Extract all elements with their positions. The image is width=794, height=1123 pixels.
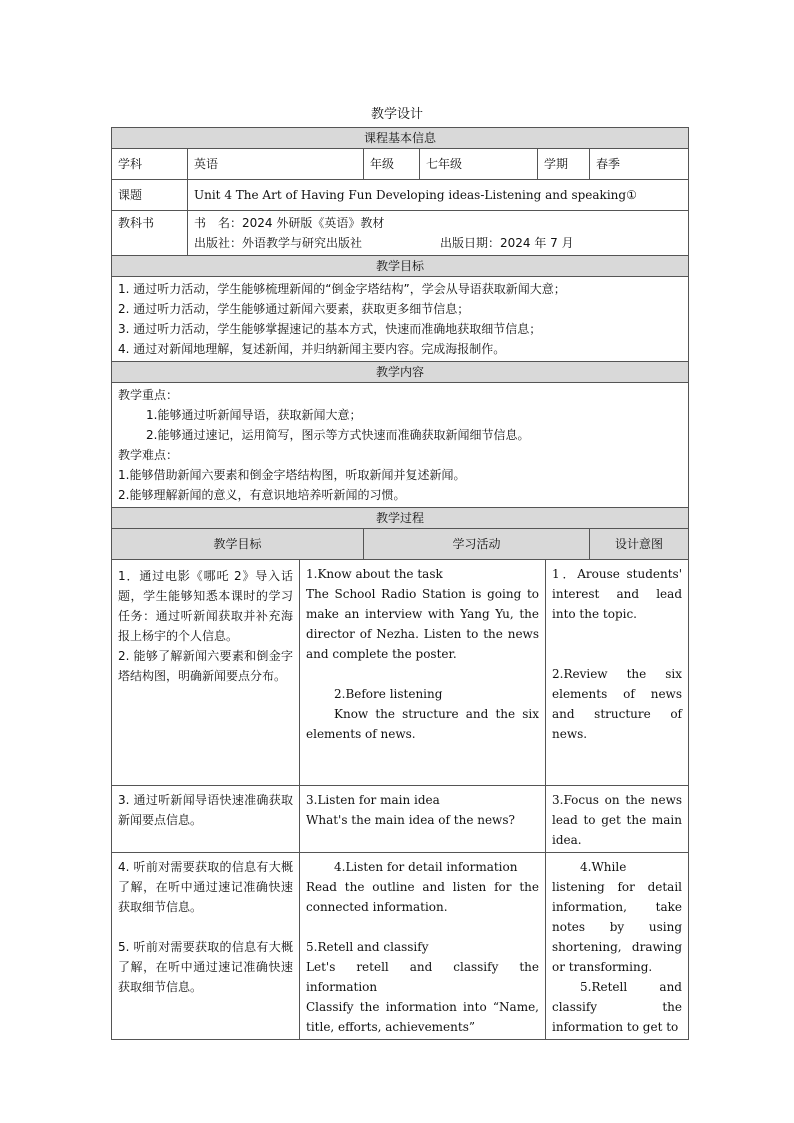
textbook-name: 书 名：2024 外研版《英语》教材 xyxy=(194,216,385,230)
process-goal xyxy=(112,786,300,853)
activity-title: 4.Listen for detail information xyxy=(334,860,518,874)
process-intent xyxy=(546,853,689,1040)
activity-body: Classify the information into “Name, title, efforts, achievements” xyxy=(306,1000,539,1034)
term-label: 学期 xyxy=(538,149,590,180)
objective-item: 4. 通过对新闻地理解，复述新闻，并归纳新闻主要内容。完成海报制作。 xyxy=(118,342,506,356)
process-activity xyxy=(300,786,546,853)
process-row xyxy=(112,853,689,1040)
grade-value: 七年级 xyxy=(420,149,538,180)
process-row xyxy=(112,560,689,786)
section-header-basic-info: 课程基本信息 xyxy=(112,128,689,149)
process-row xyxy=(112,786,689,853)
activity-body: What's the main idea of the news? xyxy=(306,813,515,827)
topic-label: 课题 xyxy=(112,180,188,211)
activity-title: 1.Know about the task xyxy=(306,567,443,581)
goal-item: 1．通过电影《哪吒 2》导入话题，学生能够知悉本课时的学习任务：通过听新闻获取并补充海报上杨宇的个人信息。 xyxy=(118,569,293,643)
key-point: 2.能够通过速记，运用简写，图示等方式快速而准确获取新闻细节信息。 xyxy=(146,428,530,442)
grade-label: 年级 xyxy=(364,149,420,180)
lesson-plan-table xyxy=(111,127,688,1040)
column-header-intent: 设计意图 xyxy=(590,529,689,560)
activity-body: Read the outline and listen for the connected information. xyxy=(306,880,539,914)
difficult-points-label: 教学难点： xyxy=(118,448,179,462)
intent-item: 3.Focus on the news lead to get the main idea. xyxy=(552,793,682,847)
activity-title: 5.Retell and classify xyxy=(306,940,429,954)
textbook-pub-date: 出版日期：2024 年 7 月 xyxy=(440,236,574,250)
goal-item: 2. 能够了解新闻六要素和倒金字塔结构图，明确新闻要点分布。 xyxy=(118,649,293,683)
section-header-objectives: 教学目标 xyxy=(112,256,689,277)
key-points-label: 教学重点： xyxy=(118,388,179,402)
objectives-list xyxy=(112,277,689,362)
key-point: 1.能够通过听新闻导语，获取新闻大意； xyxy=(146,408,362,422)
content-block xyxy=(112,383,689,508)
process-goal xyxy=(112,560,300,786)
process-intent xyxy=(546,560,689,786)
textbook-publisher: 出版社：外语教学与研究出版社 xyxy=(194,236,363,250)
intent-item: 4.While listening for detail information, take notes by using shortening, drawing or transforming. xyxy=(552,860,682,974)
textbook-label: 教科书 xyxy=(112,211,188,256)
document-title: 教学设计 xyxy=(370,107,423,122)
process-activity xyxy=(300,560,546,786)
intent-item: 1．Arouse students' interest and lead into the topic. xyxy=(552,567,682,621)
process-activity xyxy=(300,853,546,1040)
column-header-goal: 教学目标 xyxy=(112,529,364,560)
difficult-point: 2.能够理解新闻的意义，有意识地培养听新闻的习惯。 xyxy=(118,488,406,502)
topic-value: Unit 4 The Art of Having Fun Developing ideas-Listening and speaking① xyxy=(188,180,689,211)
goal-item: 3. 通过听新闻导语快速准确获取新闻要点信息。 xyxy=(118,793,293,827)
activity-body: Let's retell and classify the information xyxy=(306,960,539,994)
section-header-content: 教学内容 xyxy=(112,362,689,383)
goal-item: 4. 听前对需要获取的信息有大概了解，在听中通过速记准确快速获取细节信息。 xyxy=(118,860,293,914)
difficult-point: 1.能够借助新闻六要素和倒金字塔结构图，听取新闻并复述新闻。 xyxy=(118,468,466,482)
term-value: 春季 xyxy=(590,149,689,180)
intent-item: 2.Review the six elements of news and structure of news. xyxy=(552,667,682,741)
goal-item: 5. 听前对需要获取的信息有大概了解，在听中通过速记准确快速获取细节信息。 xyxy=(118,940,293,994)
activity-title: 2.Before listening xyxy=(334,687,443,701)
objective-item: 2. 通过听力活动，学生能够通过新闻六要素，获取更多细节信息； xyxy=(118,302,470,316)
column-header-activity: 学习活动 xyxy=(364,529,590,560)
process-intent xyxy=(546,786,689,853)
activity-title: 3.Listen for main idea xyxy=(306,793,440,807)
section-header-process: 教学过程 xyxy=(112,508,689,529)
objective-item: 1. 通过听力活动，学生能够梳理新闻的“倒金字塔结构”，学会从导语获取新闻大意； xyxy=(118,282,566,296)
subject-label: 学科 xyxy=(112,149,188,180)
activity-body: Know the structure and the six elements of news. xyxy=(306,707,539,741)
intent-item: 5.Retell and classify the information to get to xyxy=(552,980,682,1034)
activity-body: The School Radio Station is going to make an interview with Yang Yu, the director of Nezha. Listen to the news and complete the poster. xyxy=(306,587,539,661)
subject-value: 英语 xyxy=(188,149,364,180)
objective-item: 3. 通过听力活动，学生能够掌握速记的基本方式，快速而准确地获取细节信息； xyxy=(118,322,542,336)
textbook-info xyxy=(188,211,689,256)
process-goal xyxy=(112,853,300,1040)
